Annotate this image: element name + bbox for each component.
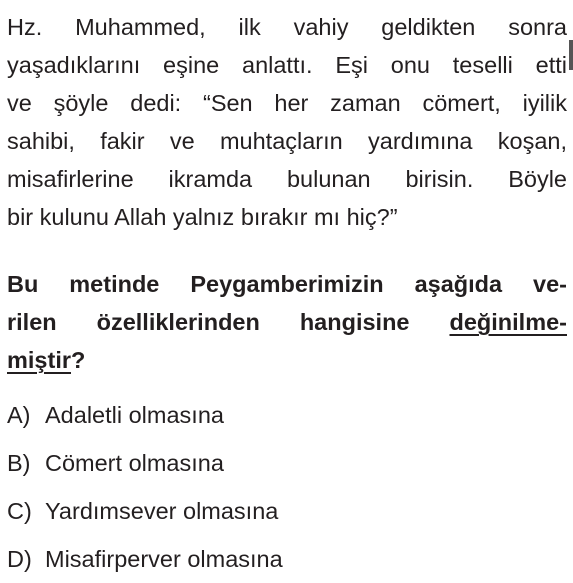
passage-line: ve şöyle dedi: “Sen her zaman cömert, iyilik (7, 90, 567, 116)
question-line-3 (7, 341, 567, 379)
option-a[interactable] (7, 391, 567, 439)
passage-line: bir kulunu Allah yalnız bırakır mı hiç?” (7, 204, 398, 230)
question-stem (7, 265, 567, 379)
passage-line: Hz. Muhammed, ilk vahiy geldikten sonra (7, 14, 567, 40)
option-d[interactable] (7, 535, 567, 583)
question-line-2 (7, 303, 567, 341)
page-edge-mark (569, 40, 573, 70)
passage-line: misafirlerine ikramda bulunan birisin. Böyle (7, 166, 567, 192)
passage-line: yaşadıklarını eşine anlattı. Eşi onu teselli etti (7, 52, 567, 78)
question-line-1: Bu metinde Peygamberimizin aşağıda ve- (7, 271, 567, 297)
option-a-letter: A) (7, 402, 31, 428)
option-b-letter: B) (7, 450, 31, 476)
option-b[interactable] (7, 439, 567, 487)
option-b-text: Cömert olmasına (45, 450, 224, 476)
option-d-text: Misafirperver olmasına (45, 546, 283, 572)
passage-text (7, 8, 567, 236)
question-mark: ? (71, 347, 86, 373)
question-line-2-text: rilen özelliklerinden hangisine (7, 309, 450, 335)
question-negation-underlined-end: miştir (7, 347, 71, 373)
option-c-text: Yardımsever olmasına (45, 498, 279, 524)
question-negation-underlined: değinilme- (449, 309, 567, 335)
passage-line: sahibi, fakir ve muhtaçların yardımına koşan, (7, 128, 567, 154)
option-d-letter: D) (7, 546, 32, 572)
option-a-text: Adaletli olmasına (45, 402, 224, 428)
option-c[interactable] (7, 487, 567, 535)
answer-options (7, 391, 567, 583)
option-c-letter: C) (7, 498, 32, 524)
